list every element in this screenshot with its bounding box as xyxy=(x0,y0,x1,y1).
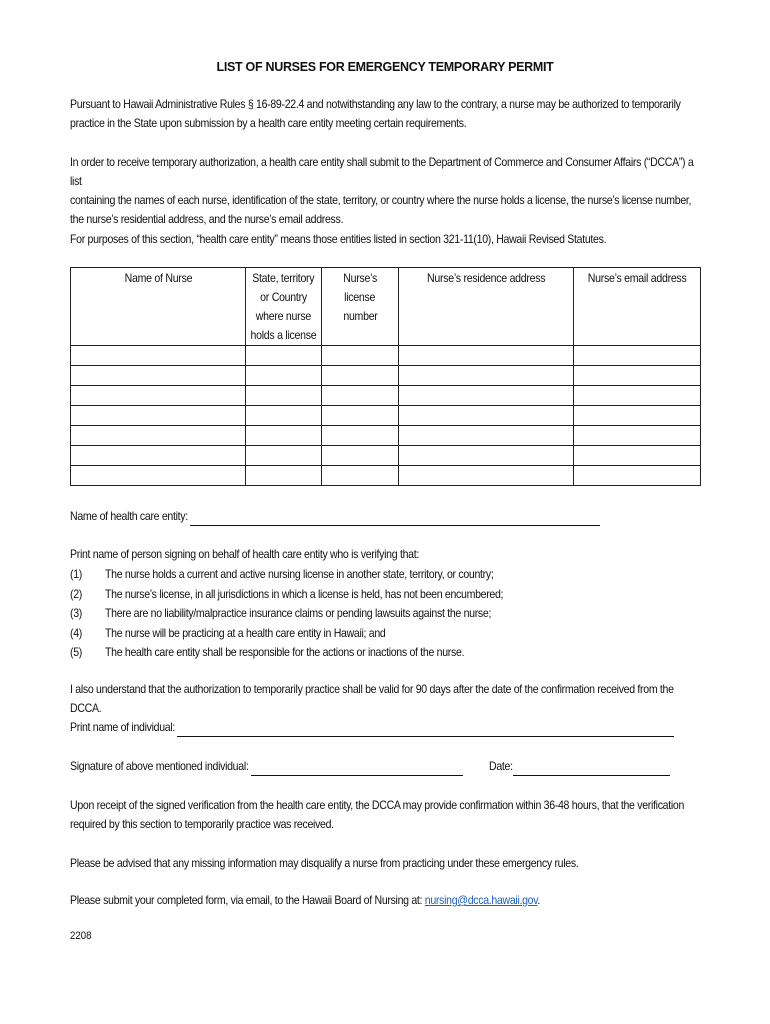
table-cell[interactable] xyxy=(246,426,322,446)
table-cell[interactable] xyxy=(246,386,322,406)
table-cell[interactable] xyxy=(71,386,246,406)
nurses-table xyxy=(70,267,701,486)
table-cell[interactable] xyxy=(574,406,701,426)
table-row xyxy=(71,406,701,426)
advisory-paragraph xyxy=(70,854,770,873)
table-cell[interactable] xyxy=(574,366,701,386)
table-row xyxy=(71,446,701,466)
table-cell[interactable] xyxy=(322,366,399,386)
list-item: (3) There are no liability/malpractice insurance claims or pending lawsuits against the nurse; xyxy=(70,606,492,620)
intro-paragraph xyxy=(70,95,770,133)
table-header-row xyxy=(71,268,701,346)
table-cell[interactable] xyxy=(71,426,246,446)
text-line: Please be advised that any missing information may disqualify a nurse from practicing under these emergency rules. xyxy=(70,856,579,870)
header-residence-address: Nurse’s residence address xyxy=(399,268,574,346)
table-cell[interactable] xyxy=(574,386,701,406)
signature-field xyxy=(70,757,463,776)
header-state-territory: State, territory or Country where nurse holds a license xyxy=(246,268,322,346)
table-cell[interactable] xyxy=(399,406,574,426)
table-cell[interactable] xyxy=(71,406,246,426)
entity-name-line[interactable] xyxy=(190,511,600,526)
table-cell[interactable] xyxy=(574,446,701,466)
print-name-label: Print name of individual: xyxy=(70,720,176,734)
print-name-line[interactable] xyxy=(177,722,674,737)
table-cell[interactable] xyxy=(322,346,399,366)
date-label: Date: xyxy=(489,759,513,773)
table-row xyxy=(71,466,701,486)
list-item: (1) The nurse holds a current and active nursing license in another state, territory, or country; xyxy=(70,567,494,581)
table-row xyxy=(71,346,701,366)
date-line[interactable] xyxy=(513,761,670,776)
table-row xyxy=(71,366,701,386)
submission-text: Please submit your completed form, via email, to the Hawaii Board of Nursing at: xyxy=(70,893,425,907)
table-cell[interactable] xyxy=(71,346,246,366)
board-email-link[interactable]: nursing@dcca.hawaii.gov xyxy=(424,893,538,907)
receipt-paragraph xyxy=(70,796,770,834)
table-cell[interactable] xyxy=(71,446,246,466)
table-cell[interactable] xyxy=(322,426,399,446)
table-cell[interactable] xyxy=(71,466,246,486)
table-cell[interactable] xyxy=(399,346,574,366)
table-cell[interactable] xyxy=(246,366,322,386)
table-cell[interactable] xyxy=(399,366,574,386)
table-cell[interactable] xyxy=(399,446,574,466)
table-row xyxy=(71,426,701,446)
submission-paragraph xyxy=(70,891,770,910)
table-cell[interactable] xyxy=(322,446,399,466)
entity-name-field xyxy=(70,507,600,526)
list-item: (4) The nurse will be practicing at a health care entity in Hawaii; and xyxy=(70,625,386,640)
list-item: (2) The nurse’s license, in all jurisdictions in which a license is held, has not been encumbered; xyxy=(70,586,504,601)
list-item: (5) The health care entity shall be responsible for the actions or inactions of the nurse. xyxy=(70,645,465,659)
signature-label: Signature of above mentioned individual: xyxy=(70,759,249,773)
table-cell[interactable] xyxy=(574,426,701,446)
table-cell[interactable] xyxy=(246,346,322,366)
table-cell[interactable] xyxy=(574,346,701,366)
requirements-paragraph xyxy=(70,153,770,229)
entity-name-label: Name of health care entity: xyxy=(70,509,188,523)
table-cell[interactable] xyxy=(574,466,701,486)
header-name-of-nurse: Name of Nurse xyxy=(71,268,246,346)
text-line: Print name of person signing on behalf of health care entity who is verifying that: xyxy=(70,547,419,561)
text-line: Upon receipt of the signed verification from the health care entity, the DCCA may provide confirmation within 36-48 hours, that the verification xyxy=(70,798,685,812)
table-cell[interactable] xyxy=(71,366,246,386)
text-line: practice in the State upon submission by a health care entity meeting certain requirements. xyxy=(70,116,467,130)
table-cell[interactable] xyxy=(246,446,322,466)
print-name-field xyxy=(70,718,674,737)
table-body xyxy=(71,346,701,486)
text-line: containing the names of each nurse, identification of the state, territory, or country where the nurse holds a license, the nurse’s license number, xyxy=(70,193,692,207)
table-row xyxy=(71,386,701,406)
table-cell[interactable] xyxy=(246,406,322,426)
text-line: the nurse’s residential address, and the nurse’s email address. xyxy=(70,212,344,226)
header-email-address: Nurse’s email address xyxy=(574,268,701,346)
signature-line[interactable] xyxy=(251,761,463,776)
verification-list xyxy=(70,565,557,663)
verification-intro xyxy=(70,545,770,564)
definition-paragraph xyxy=(70,230,770,249)
text-line: I also understand that the authorization to temporarily practice shall be valid for 90 days after the date of the confirmation received from the DCCA. xyxy=(70,682,674,715)
table-cell[interactable] xyxy=(399,466,574,486)
table-cell[interactable] xyxy=(246,466,322,486)
form-code: 2208 xyxy=(70,930,92,942)
table-cell[interactable] xyxy=(399,386,574,406)
table-cell[interactable] xyxy=(322,406,399,426)
header-license-number: Nurse’s license number xyxy=(322,268,399,346)
submission-period: . xyxy=(537,893,541,907)
table-cell[interactable] xyxy=(322,386,399,406)
table-cell[interactable] xyxy=(322,466,399,486)
table-cell[interactable] xyxy=(399,426,574,446)
page-title: LIST OF NURSES FOR EMERGENCY TEMPORARY PERMIT xyxy=(216,60,554,74)
text-line: Pursuant to Hawaii Administrative Rules § 16-89-22.4 and notwithstanding any law to the contrary, a nurse may be authorized to temporarily xyxy=(70,97,681,111)
text-line: In order to receive temporary authorization, a health care entity shall submit to the Department of Commerce and Consumer Affairs (“DCCA”) a list xyxy=(70,155,694,188)
text-line: required by this section to temporarily practice was received. xyxy=(70,817,334,831)
text-line: For purposes of this section, “health care entity” means those entities listed in section 321-11(10), Hawaii Revised Statutes. xyxy=(70,232,607,246)
validity-paragraph xyxy=(70,680,770,718)
date-field xyxy=(489,757,670,776)
